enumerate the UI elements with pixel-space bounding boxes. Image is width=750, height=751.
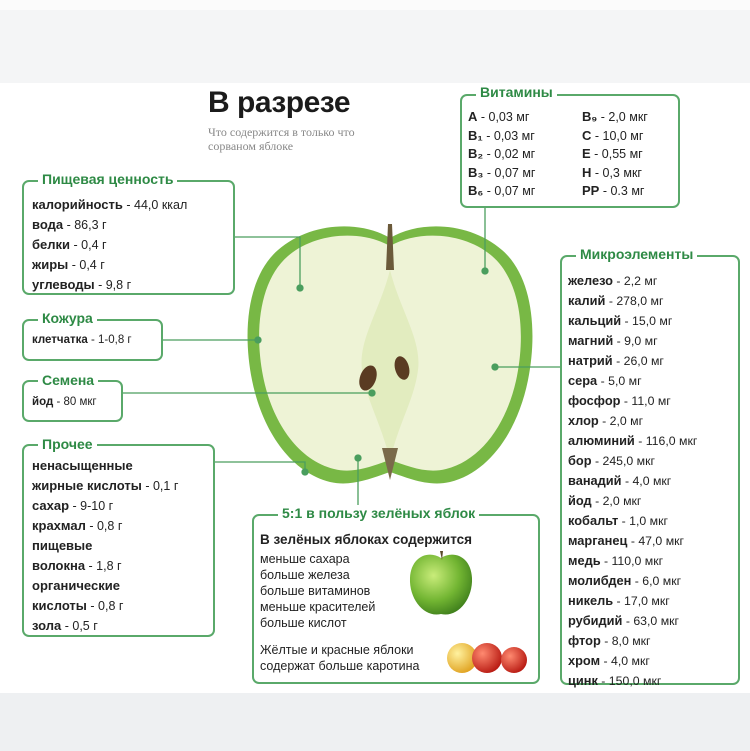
list-item: С - 10,0 мг xyxy=(582,127,644,143)
list-item: цинк - 150,0 мкг xyxy=(568,673,662,688)
peel-title: Кожура xyxy=(38,310,97,326)
list-item: магний - 9,0 мг xyxy=(568,333,658,348)
list-item: меньше красителей xyxy=(260,600,376,614)
list-item: В₆ - 0,07 мг xyxy=(468,183,536,198)
list-item: В₁ - 0,03 мг xyxy=(468,127,535,143)
list-item: волокна - 1,8 г xyxy=(32,558,122,573)
list-item: меньше сахара xyxy=(260,552,350,566)
list-item: крахмал - 0,8 г xyxy=(32,518,123,533)
green-heading: В зелёных яблоках содержится xyxy=(260,532,473,547)
list-item: жиры - 0,4 г xyxy=(32,257,105,272)
peel-row: клетчатка - 1-0,8 г xyxy=(32,334,132,346)
list-item: железо - 2,2 мг xyxy=(568,273,658,288)
list-item: больше железа xyxy=(260,568,350,582)
nutrition-list xyxy=(32,195,187,295)
list-item: калий - 278,0 мг xyxy=(568,293,664,308)
list-item: хром - 4,0 мкг xyxy=(568,653,650,668)
list-item: ванадий - 4,0 мкг xyxy=(568,473,672,488)
seeds-row: йод - 80 мкг xyxy=(32,396,97,408)
list-item: сера - 5,0 мг xyxy=(568,373,642,388)
list-item: никель - 17,0 мкг xyxy=(568,593,670,608)
vitamins-title: Витамины xyxy=(476,84,557,100)
list-item: А - 0,03 мг xyxy=(468,109,530,124)
list-item: ненасыщенные xyxy=(32,458,133,473)
list-item: фтор - 8,0 мкг xyxy=(568,633,651,648)
micro-title: Микроэлементы xyxy=(576,246,697,262)
list-item: вода - 86,3 г xyxy=(32,217,107,232)
list-item: Е - 0,55 мг xyxy=(582,146,643,161)
list-item: Н - 0,3 мкг xyxy=(582,164,642,180)
other-title: Прочее xyxy=(38,436,97,452)
list-item: В₂ - 0,02 мг xyxy=(468,146,536,161)
green-apples-title: 5:1 в пользу зелёных яблок xyxy=(278,505,479,521)
vitamins-left xyxy=(468,108,535,201)
list-item: больше кислот xyxy=(260,616,347,630)
list-item: медь - 110,0 мкг xyxy=(568,553,664,568)
list-item: марганец - 47,0 мкг xyxy=(568,533,685,548)
list-item: кобальт - 1,0 мкг xyxy=(568,513,668,528)
list-item: алюминий - 116,0 мкг xyxy=(568,433,698,448)
list-item: калорийность - 44,0 ккал xyxy=(32,197,188,212)
list-item: сахар - 9-10 г xyxy=(32,498,114,513)
list-item: жирные кислоты - 0,1 г xyxy=(32,478,179,493)
red-apple-2 xyxy=(501,647,527,673)
list-item: хлор - 2,0 мг xyxy=(568,413,644,428)
red-apple xyxy=(472,643,502,673)
micro-list xyxy=(568,271,697,691)
list-item: В₃ - 0,07 мг xyxy=(468,164,536,180)
list-item: органические xyxy=(32,578,120,593)
list-item: молибден - 6,0 мкг xyxy=(568,573,682,588)
list-item: кальций - 15,0 мг xyxy=(568,313,673,328)
list-item: пищевые xyxy=(32,538,93,553)
list-item: натрий - 26,0 мг xyxy=(568,353,664,368)
green-list xyxy=(260,551,375,631)
list-item: больше витаминов xyxy=(260,584,371,598)
list-item: зола - 0,5 г xyxy=(32,618,98,633)
vitamins-right xyxy=(582,108,648,201)
colored-apples-image xyxy=(446,638,532,678)
page-title: В разрезе xyxy=(208,86,350,119)
list-item: фосфор - 11,0 мг xyxy=(568,393,671,408)
list-item: бор - 245,0 мкг xyxy=(568,453,655,468)
list-item: йод - 2,0 мкг xyxy=(568,493,642,508)
list-item: кислоты - 0,8 г xyxy=(32,598,124,613)
list-item: белки - 0,4 г xyxy=(32,237,107,252)
list-item: В₉ - 2,0 мкг xyxy=(582,109,648,124)
nutrition-title: Пищевая ценность xyxy=(38,171,177,187)
seeds-title: Семена xyxy=(38,372,98,388)
list-item: углеводы - 9,8 г xyxy=(32,277,132,292)
green-apple-image xyxy=(405,548,477,620)
list-item: РР - 0.3 мг xyxy=(582,183,645,198)
green-note: Жёлтые и красные яблоки содержат больше каротина xyxy=(260,643,420,673)
page-subtitle: Что содержится в только что сорваном яблоке xyxy=(208,125,355,153)
other-list xyxy=(32,456,178,636)
list-item: рубидий - 63,0 мкг xyxy=(568,613,680,628)
